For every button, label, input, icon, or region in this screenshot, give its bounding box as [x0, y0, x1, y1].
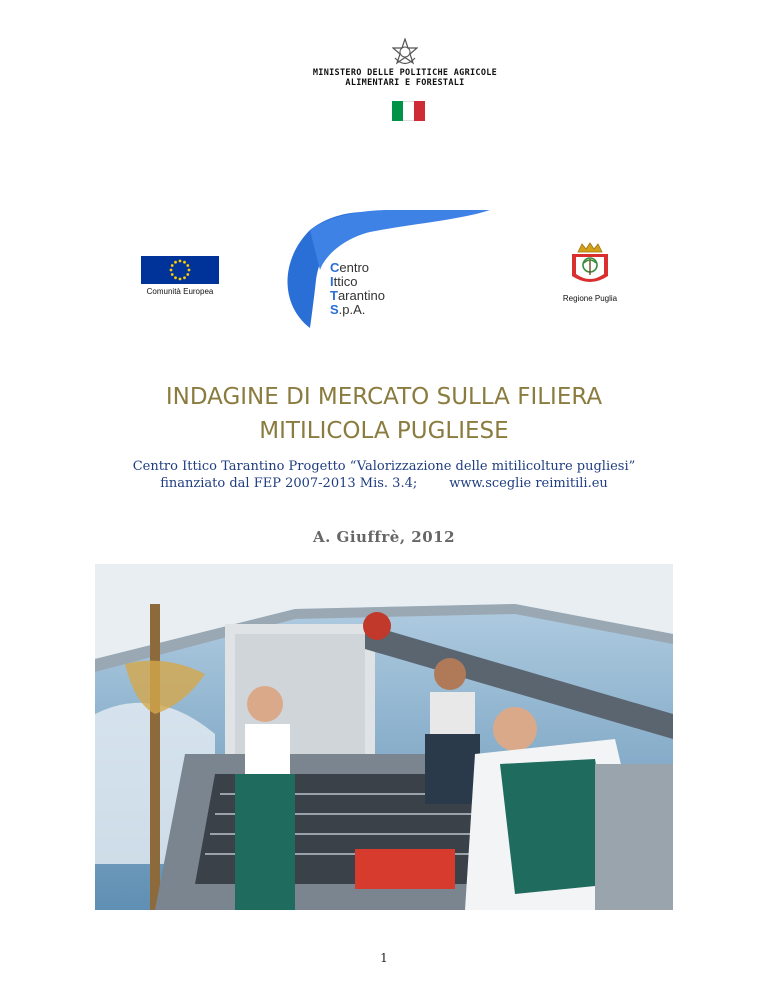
- centro-ittico-tarantino-logo: [270, 210, 490, 330]
- puglia-caption: Regione Puglia: [562, 294, 618, 303]
- italian-republic-emblem-icon: [392, 38, 418, 68]
- regione-puglia-logo: [540, 242, 640, 303]
- project-website-link[interactable]: www.sceglie reimitili.eu: [449, 476, 608, 491]
- ministry-name-line2: ALIMENTARI E FORESTALI: [345, 78, 465, 88]
- italian-flag-icon: [392, 101, 425, 121]
- author-year: A. Giuffrè, 2012: [312, 528, 456, 546]
- eu-logo: [125, 256, 235, 296]
- ministry-name-line1: MINISTERO DELLE POLITICHE AGRICOLE: [312, 68, 498, 78]
- funding-text: finanziato dal FEP 2007-2013 Mis. 3.4;: [160, 476, 418, 491]
- project-description: Centro Ittico Tarantino Progetto “Valorizzazione delle mitilicolture pugliesi”: [132, 459, 636, 474]
- ministry-header: [300, 38, 510, 88]
- logo-line-spa: S.p.A.: [330, 302, 366, 317]
- funding-line: [0, 476, 768, 491]
- eu-caption: Comunità Europea: [146, 287, 214, 296]
- document-title-line1: INDAGINE DI MERCATO SULLA FILIERA: [165, 384, 603, 410]
- logo-line-centro: Centro: [330, 260, 370, 275]
- document-title-line2: MITILICOLA PUGLIESE: [259, 418, 509, 444]
- photo-illustration: [95, 564, 673, 910]
- logo-line-ittico: Ittico: [330, 274, 358, 289]
- logo-line-tarantino: Tarantino: [330, 288, 385, 303]
- mussel-boat-workers-photo: [95, 564, 673, 910]
- puglia-coat-of-arms-icon: [568, 242, 612, 288]
- page-number: 1: [380, 951, 388, 965]
- eu-flag-icon: [141, 256, 219, 284]
